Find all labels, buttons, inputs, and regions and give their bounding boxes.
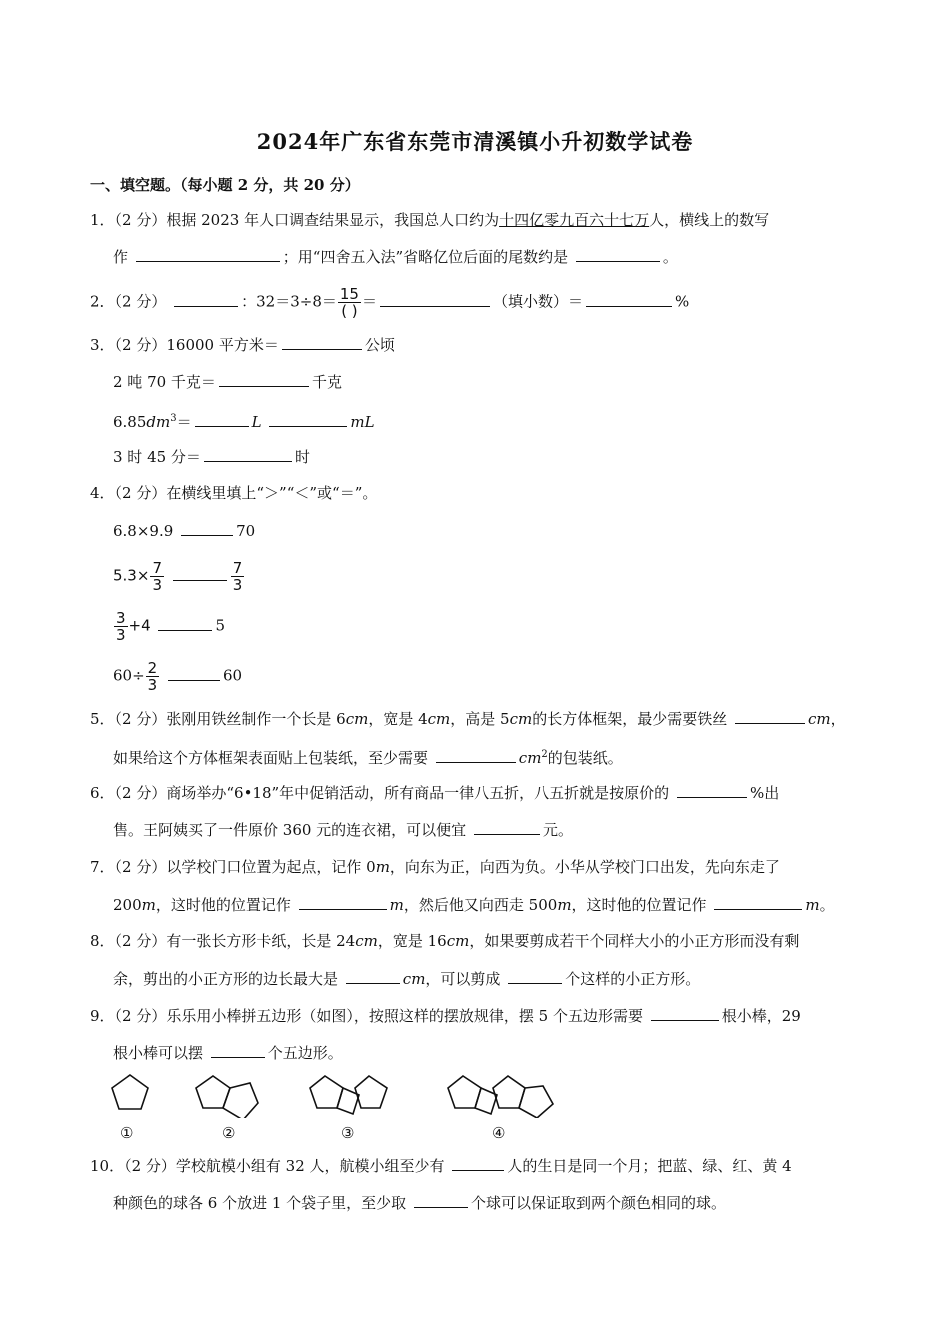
pentagon-shape (355, 1076, 387, 1108)
answer-blank[interactable] (436, 746, 516, 763)
page-title: 2024年广东省东莞市清溪镇小升初数学试卷 (256, 129, 694, 154)
answer-blank[interactable] (158, 614, 212, 631)
question-8-line-1: 8．（2 分）有一张长方形卡纸，长是 24cm，宽是 16cm，如果要剪成若干个同样大小的小正方形而没有剩 (90, 932, 800, 950)
answer-blank[interactable] (219, 370, 309, 387)
answer-blank[interactable] (282, 333, 362, 350)
answer-blank[interactable] (195, 410, 249, 427)
answer-blank[interactable] (380, 290, 490, 307)
pentagon-drawings (105, 1068, 585, 1118)
answer-blank[interactable] (508, 967, 562, 984)
answer-blank[interactable] (576, 245, 660, 262)
answer-blank[interactable] (677, 781, 747, 798)
fraction: $\frac{7}{3}$ (232, 559, 243, 594)
answer-blank[interactable] (474, 818, 540, 835)
answer-blank[interactable] (414, 1191, 468, 1208)
pentagon-shape (519, 1086, 553, 1118)
figure-label-3: ③ (341, 1124, 355, 1142)
answer-blank[interactable] (204, 445, 292, 462)
answer-blank[interactable] (269, 410, 347, 427)
question-3-line-1: 3．（2 分）16000 平方米＝ 公顷 (90, 333, 395, 356)
answer-blank[interactable] (714, 893, 802, 910)
question-3-line-3: $6.85dm^3= L$ mL (113, 408, 375, 433)
answer-blank[interactable] (168, 664, 220, 681)
figure-label-4: ④ (492, 1124, 506, 1142)
pentagon-shape (223, 1083, 258, 1118)
answer-blank[interactable] (181, 519, 233, 536)
question-5-line-2: 如果给这个方体框架表面贴上包装纸，至少需要 $cm^2$的包装纸。 (113, 744, 623, 769)
figure-label-1: ① (120, 1124, 134, 1142)
answer-blank[interactable] (136, 245, 280, 262)
answer-blank[interactable] (174, 290, 238, 307)
question-8-line-2: 余，剪出的小正方形的边长最大是 cm，可以剪成 个这样的小正方形。 (113, 967, 700, 990)
question-10-line-2: 种颜色的球各 6 个放进 1 个袋子里，至少取 个球可以保证取到两个颜色相同的球。 (113, 1191, 726, 1214)
question-6-line-2: 售。王阿姨买了一件原价 360 元的连衣裙，可以便宜 元。 (113, 818, 573, 841)
answer-blank[interactable] (211, 1041, 265, 1058)
section-heading: 一、填空题。（每小题 2 分，共 20 分） (90, 176, 360, 194)
question-5-line-1: 5．（2 分）张刚用铁丝制作一个长是 6cm，宽是 4cm，高是 5cm的长方体框架，最少需要铁丝 cm， (90, 707, 846, 730)
underlined-number-text: 十四亿零九百六十七万 (499, 211, 650, 229)
answer-blank[interactable] (173, 564, 227, 581)
question-7-line-2: 200m，这时他的位置记作 m，然后他又向西走 500m，这时他的位置记作 m。 (113, 893, 835, 916)
question-1-line-2: 作 ；用“四舍五入法”省略亿位后面的尾数约是 。 (113, 245, 678, 268)
fraction: $\frac{15}{( )}$ (339, 285, 359, 320)
question-3-line-2: 2 吨 70 千克＝ 千克 (113, 370, 342, 393)
question-1-line-1: 1．（2 分）根据 2023 年人口调查结果显示，我国总人口约为十四亿零九百六十七万人，横线上的数写 (90, 211, 770, 229)
question-4-row-4: 60÷ $\frac{2}{3}$ 60 (113, 659, 243, 694)
question-9-line-2: 根小棒可以摆 个五边形。 (113, 1041, 343, 1064)
fraction: $\frac{7}{3}$ (152, 559, 162, 594)
pentagon-figures (105, 1068, 585, 1148)
answer-blank[interactable] (735, 707, 805, 724)
question-10-line-1: 10．（2 分）学校航模小组有 32 人，航模小组至少有 人的生日是同一个月；把蓝、绿、红、黄 4 (90, 1154, 792, 1177)
question-7-line-1: 7．（2 分）以学校门口位置为起点，记作 0m，向东为正，向西为负。小华从学校门口出发，先向东走了 (90, 858, 780, 876)
fraction: $\frac{3}{3}$ (116, 609, 126, 644)
fraction: $\frac{2}{3}$ (147, 659, 158, 694)
answer-blank[interactable] (299, 893, 387, 910)
question-3-line-4: 3 时 45 分＝ 时 (113, 445, 310, 468)
question-4-row-3: $\frac{3}{3}$ +4 5 (116, 609, 225, 644)
question-4-row-1: 6.8×9.9 70 (113, 519, 255, 542)
answer-blank[interactable] (651, 1004, 719, 1021)
question-4-row-2: 5.3× $\frac{7}{3}$ $\frac{7}{3}$ (113, 559, 243, 594)
answer-blank[interactable] (452, 1154, 504, 1171)
answer-blank[interactable] (346, 967, 400, 984)
question-2: 2．（2 分） ：32＝3÷8＝ $\frac{15}{( )}$ ＝ （填小数）＝ % (90, 285, 690, 320)
question-9-line-1: 9．（2 分）乐乐用小棒拼五边形（如图），按照这样的摆放规律，摆 5 个五边形需要 根小棒，29 (90, 1004, 801, 1027)
figure-label-2: ② (222, 1124, 236, 1142)
answer-blank[interactable] (586, 290, 672, 307)
pentagon-shape (112, 1075, 148, 1109)
question-6-line-1: 6．（2 分）商场举办“6•18”年中促销活动，所有商品一律八五折，八五折就是按原价的 %出 (90, 781, 779, 804)
question-4: 4．（2 分）在横线里填上“＞”“＜”或“＝”。 (90, 484, 378, 502)
